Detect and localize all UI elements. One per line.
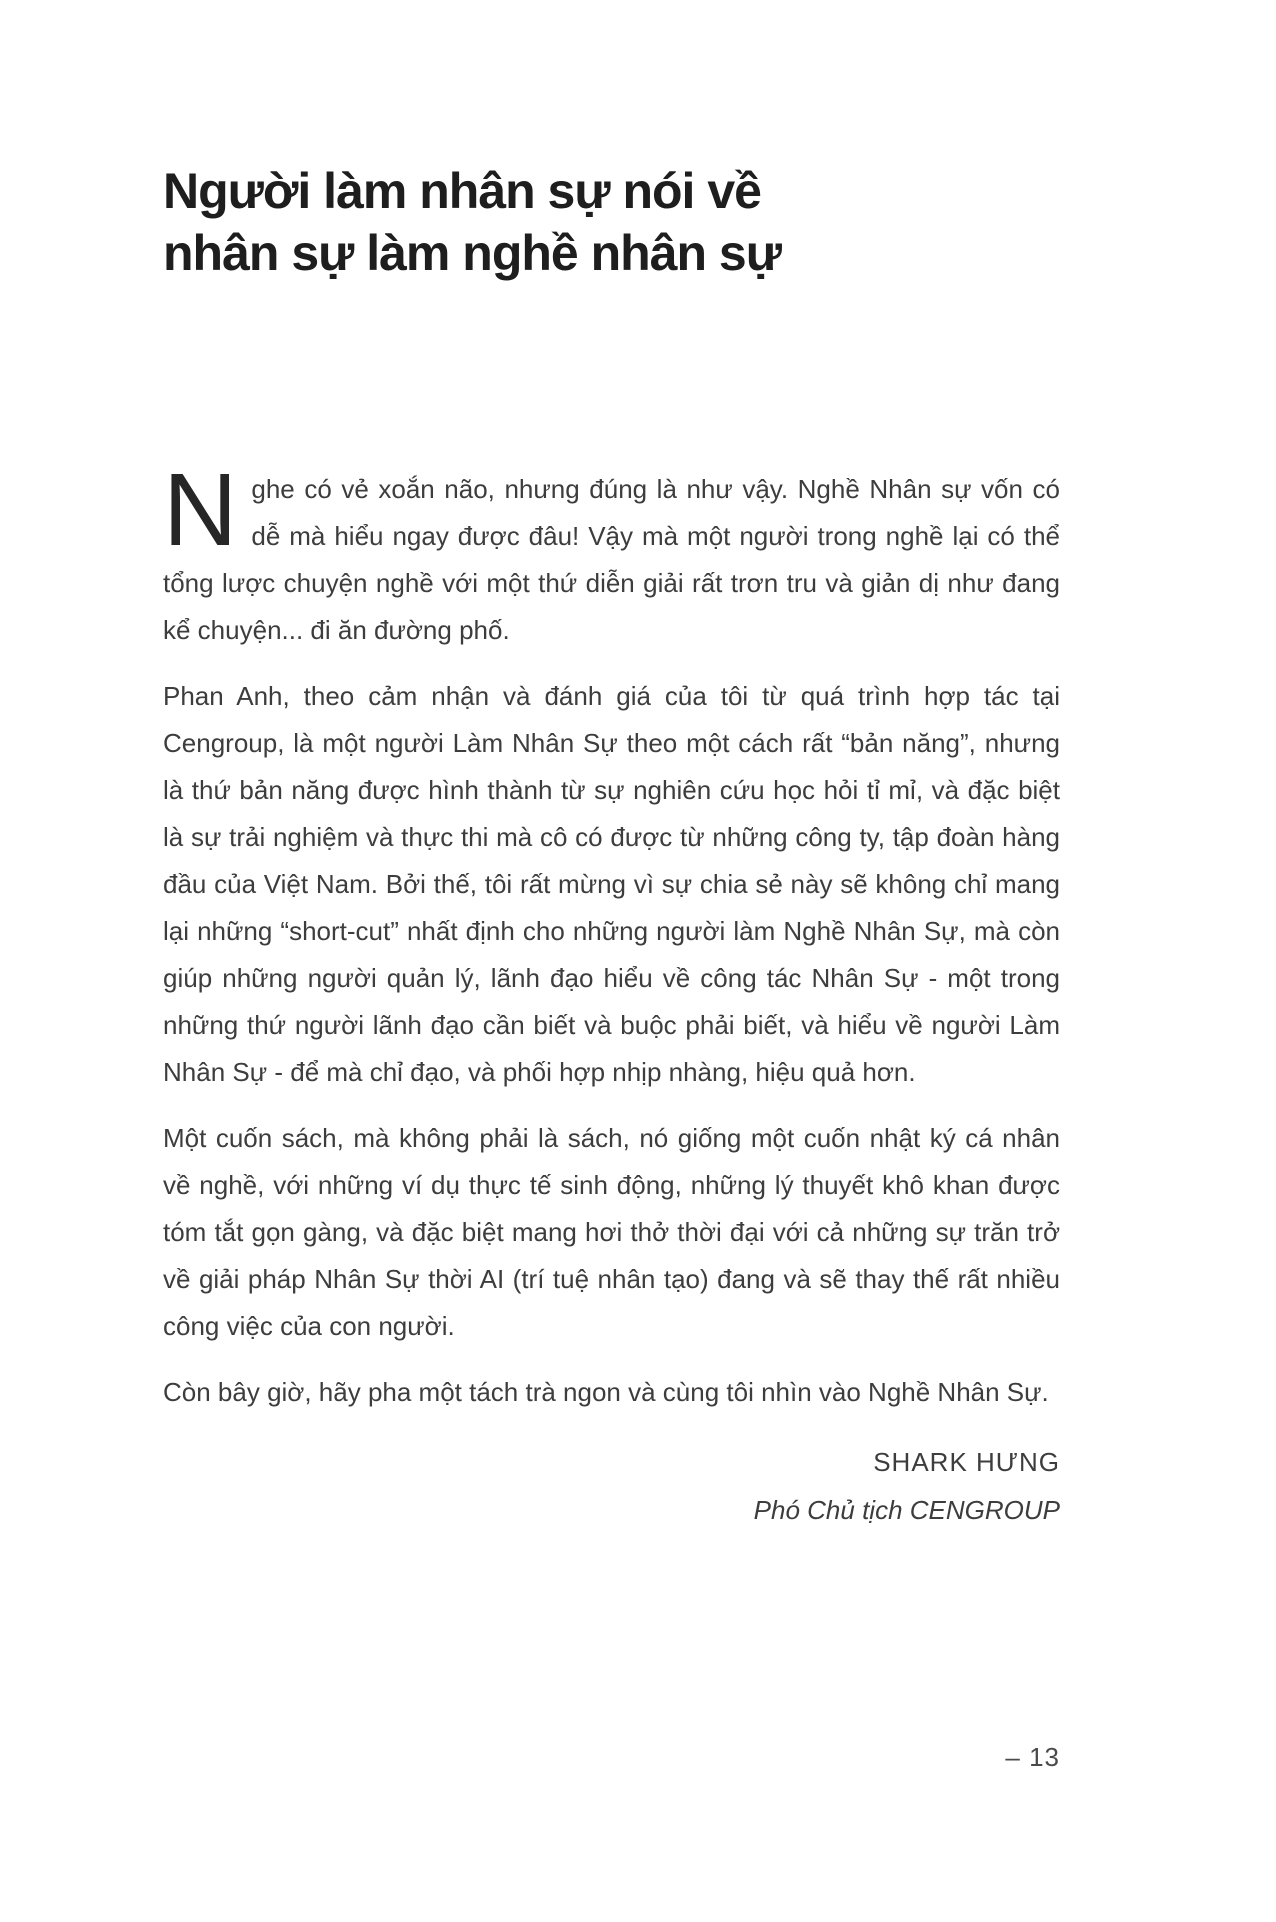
paragraph-intro-text: ghe có vẻ xoắn não, nhưng đúng là như vậy. Nghề Nhân sự vốn có dễ mà hiểu ngay được đâu! Vậy mà một người trong nghề lại có thể tổng lược chuyện nghề với một thứ diễn giải rất trơn tru và giản dị như đang kể chuyện... đi ăn đường phố. [163, 474, 1060, 645]
signature-role: Phó Chủ tịch CENGROUP [753, 1495, 1060, 1525]
signature-name: SHARK HƯNG [873, 1447, 1060, 1477]
book-page [163, 0, 1060, 1922]
page-number: – 13 [1005, 1742, 1060, 1772]
body-text [163, 452, 1060, 1416]
paragraph-about-phan-anh: Phan Anh, theo cảm nhận và đánh giá của tôi từ quá trình hợp tác tại Cengroup, là một người Làm Nhân Sự theo một cách rất “bản năng”, nhưng là thứ bản năng được hình thành từ sự nghiên cứu học hỏi tỉ mỉ, và đặc biệt là sự trải nghiệm và thực thi mà cô có được từ những công ty, tập đoàn hàng đầu của Việt Nam. Bởi thế, tôi rất mừng vì sự chia sẻ này sẽ không chỉ mang lại những “short-cut” nhất định cho những người làm Nghề Nhân Sự, mà còn giúp những người quản lý, lãnh đạo hiểu về công tác Nhân Sự - một trong những thứ người lãnh đạo cần biết và buộc phải biết, và hiểu về người Làm Nhân Sự - để mà chỉ đạo, và phối hợp nhịp nhàng, hiệu quả hơn. [163, 681, 1060, 1087]
paragraph-about-book: Một cuốn sách, mà không phải là sách, nó giống một cuốn nhật ký cá nhân về nghề, với những ví dụ thực tế sinh động, những lý thuyết khô khan được tóm tắt gọn gàng, và đặc biệt mang hơi thở thời đại với cả những sự trăn trở về giải pháp Nhân Sự thời AI (trí tuệ nhân tạo) đang và sẽ thay thế rất nhiều công việc của con người. [163, 1123, 1060, 1341]
page-title [163, 0, 1060, 284]
page-title-line-1: Người làm nhân sự nói về [163, 163, 761, 219]
drop-cap: N [163, 452, 238, 567]
paragraph-intro [163, 452, 1060, 654]
page-title-line-2: nhân sự làm nghề nhân sự [163, 225, 781, 281]
signature-block [163, 1438, 1060, 1534]
paragraph-closing: Còn bây giờ, hãy pha một tách trà ngon và cùng tôi nhìn vào Nghề Nhân Sự. [163, 1377, 1049, 1407]
